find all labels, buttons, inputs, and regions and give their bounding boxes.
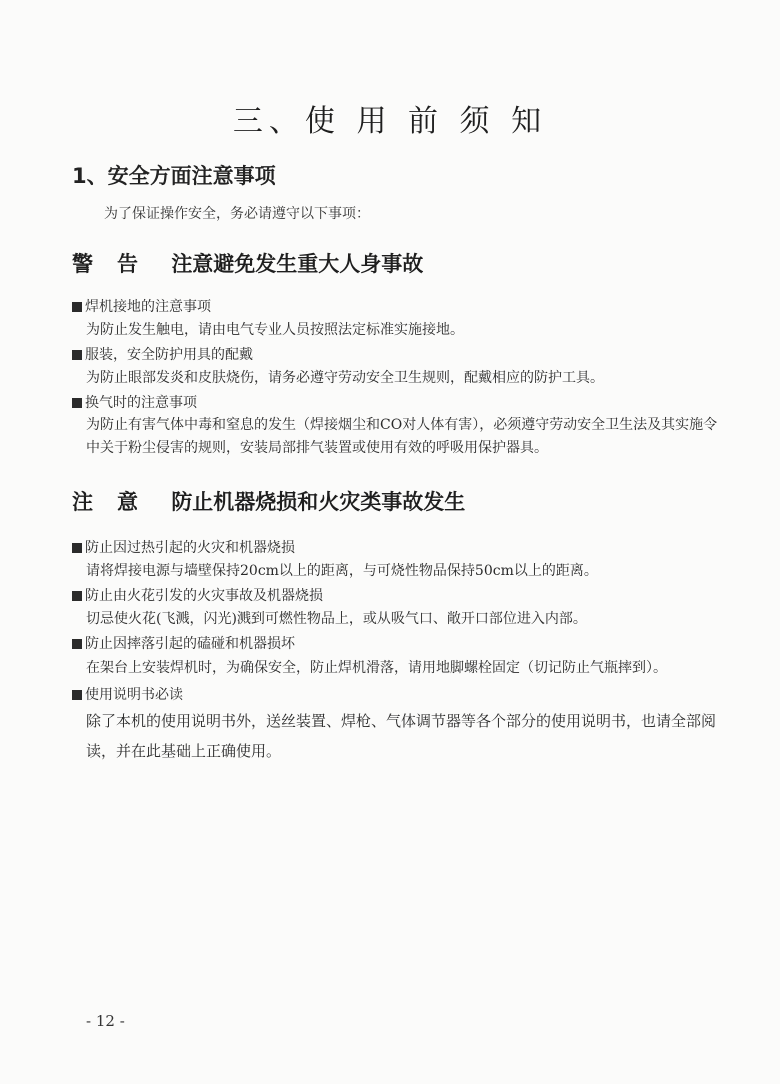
item-title: 防止因过热引起的火灾和机器烧损 <box>85 540 295 556</box>
caution-banner <box>72 486 465 516</box>
warning-heading: 注意避免发生重大人身事故 <box>171 252 424 276</box>
item-body: 除了本机的使用说明书外，送丝装置、焊枪、气体调节器等各个部分的使用说明书，也请全部阅读，并在此基础上正确使用。 <box>86 712 717 760</box>
list-item <box>72 684 722 766</box>
square-bullet-icon <box>72 690 82 700</box>
square-bullet-icon <box>72 302 82 312</box>
list-item <box>72 344 722 390</box>
list-item <box>72 537 722 583</box>
page-number: - 12 - <box>86 1012 125 1030</box>
list-item <box>72 392 722 460</box>
item-title: 焊机接地的注意事项 <box>85 299 211 315</box>
square-bullet-icon <box>72 350 82 360</box>
item-title: 换气时的注意事项 <box>85 395 197 411</box>
square-bullet-icon <box>72 543 82 553</box>
page-title: 三、使 用 前 须 知 <box>232 104 548 139</box>
square-bullet-icon <box>72 398 82 408</box>
warning-banner <box>72 248 423 278</box>
section-intro: 为了保证操作安全，务必请遵守以下事项： <box>104 206 370 222</box>
item-title: 使用说明书必读 <box>85 687 183 703</box>
item-body: 在架台上安装焊机时，为确保安全，防止焊机滑落，请用地脚螺栓固定（切记防止气瓶摔到）。 <box>86 660 667 676</box>
section-heading: 1、安全方面注意事项 <box>72 164 276 188</box>
item-body: 为防止发生触电，请由电气专业人员按照法定标准实施接地。 <box>86 322 464 338</box>
square-bullet-icon <box>72 639 82 649</box>
item-title: 防止因摔落引起的磕碰和机器损坏 <box>85 636 295 652</box>
warning-items <box>72 296 722 462</box>
item-body: 为防止眼部发炎和皮肤烧伤，请务必遵守劳动安全卫生规则，配戴相应的防护工具。 <box>86 370 604 386</box>
square-bullet-icon <box>72 591 82 601</box>
caution-heading: 防止机器烧损和火灾类事故发生 <box>171 490 466 514</box>
caution-label: 注意 <box>72 490 162 514</box>
item-body: 切忌使火花(飞溅，闪光)溅到可燃性物品上，或从吸气口、敞开口部位进入内部。 <box>86 611 587 627</box>
list-item <box>72 585 722 631</box>
list-item <box>72 296 722 342</box>
caution-items <box>72 537 722 768</box>
item-title: 服装，安全防护用具的配戴 <box>85 347 253 363</box>
warning-label: 警告 <box>72 252 162 276</box>
item-title: 防止由火花引发的火灾事故及机器烧损 <box>85 588 323 604</box>
list-item <box>72 633 722 682</box>
item-body: 为防止有害气体中毒和窒息的发生（焊接烟尘和CO对人体有害），必须遵守劳动安全卫生法及其实施令中关于粉尘侵害的规则，安装局部排气装置或使用有效的呼吸用保护器具。 <box>86 417 718 456</box>
item-body: 请将焊接电源与墙壁保持20cm以上的距离，与可烧性物品保持50cm以上的距离。 <box>86 563 598 579</box>
